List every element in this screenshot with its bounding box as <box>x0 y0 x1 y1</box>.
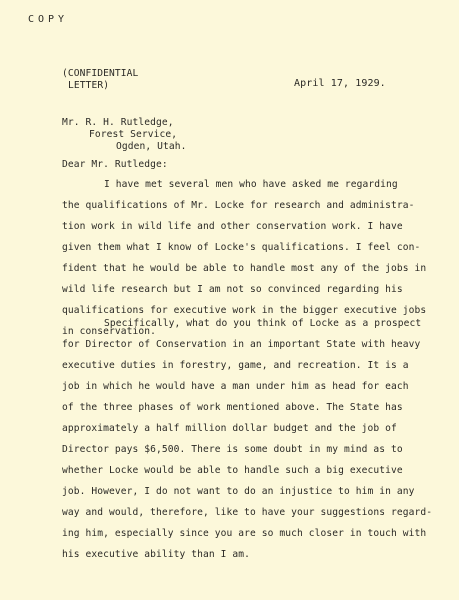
paragraph-line: Director pays $6,500. There is some doubt in my mind as to <box>62 444 403 455</box>
paragraph-line: the qualifications of Mr. Locke for research and administra- <box>62 200 415 211</box>
confidential-line-1: (CONFIDENTIAL <box>62 68 139 79</box>
paragraph-line: tion work in wild life and other conservation work. I have <box>62 221 403 232</box>
address-line-name: Mr. R. H. Rutledge, <box>62 117 174 128</box>
paragraph-line: executive duties in forestry, game, and recreation. It is a <box>62 360 409 371</box>
paragraph-line: I have met several men who have asked me regarding <box>104 179 398 190</box>
confidential-line-2: LETTER) <box>68 80 110 91</box>
paragraph-line: in conservation. <box>62 326 157 337</box>
paragraph-line: wild life research but I am not so convinced regarding his <box>62 284 403 295</box>
recipient-address <box>62 117 187 153</box>
letter-date: April 17, 1929. <box>294 78 386 89</box>
paragraph-line: given them what I know of Locke's qualifications. I feel con- <box>62 242 421 253</box>
paragraph-line: his executive ability than I am. <box>62 549 251 560</box>
confidential-notice <box>62 68 138 92</box>
paragraph-line: qualifications for executive work in the bigger executive jobs <box>62 305 427 316</box>
salutation: Dear Mr. Rutledge: <box>62 159 168 170</box>
paragraph-line: approximately a half million dollar budget and the job of <box>62 423 397 434</box>
address-line-city: Ogden, Utah. <box>116 141 187 152</box>
paragraph-line: fident that he would be able to handle most any of the jobs in <box>62 263 427 274</box>
paragraph-line: Specifically, what do you think of Locke as a prospect <box>104 318 422 329</box>
copy-label: COPY <box>28 14 69 25</box>
paragraph-line: of the three phases of work mentioned above. The State has <box>62 402 403 413</box>
paragraph-line: ing him, especially since you are so much closer in touch with <box>62 528 427 539</box>
paragraph-line: whether Locke would be able to handle such a big executive <box>62 465 403 476</box>
paragraph-line: way and would, therefore, like to have your suggestions regard- <box>62 507 433 518</box>
paragraph-line: for Director of Conservation in an important State with heavy <box>62 339 421 350</box>
paragraph-2 <box>62 313 442 565</box>
paragraph-line: job in which he would have a man under him as head for each <box>62 381 409 392</box>
address-line-org: Forest Service, <box>89 129 178 140</box>
paragraph-line: job. However, I do not want to do an injustice to him in any <box>62 486 415 497</box>
